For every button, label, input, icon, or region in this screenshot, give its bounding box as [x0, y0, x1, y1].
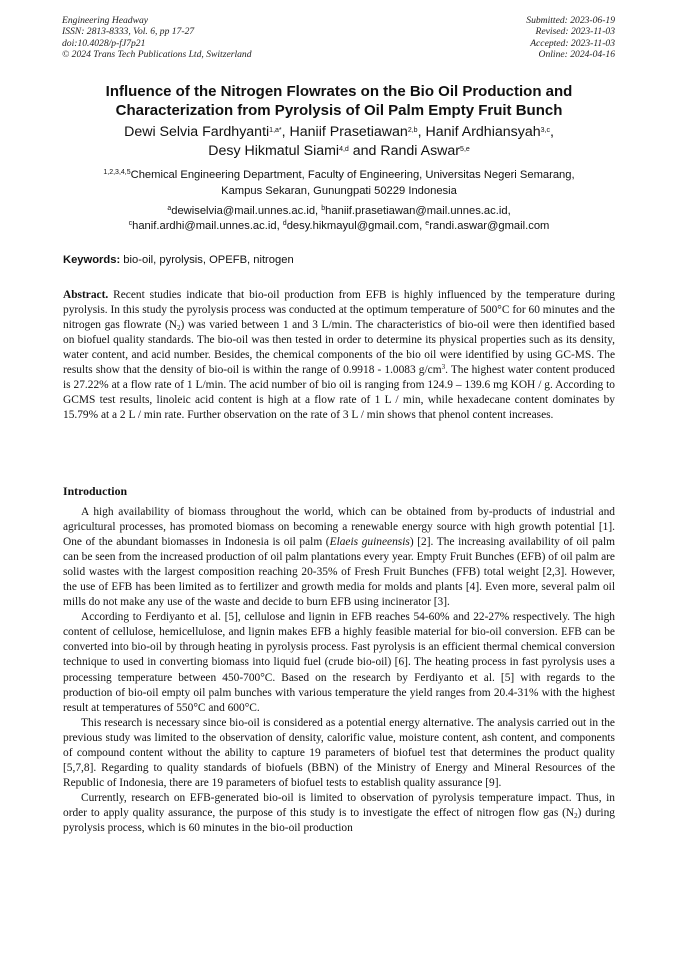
emails-line-1: $^a$dewiselvia@mail.unnes.ac.id, $^b$haniif.prasetiawan@mail.unnes.ac.id,	[167, 205, 511, 217]
author-name: Randi Aswar	[380, 143, 461, 159]
authors-line-1: Dewi Selvia Fardhyanti$^{1,a*}$, Haniif Prasetiawan$^{2,b}$, Hanif Ardhiansyah$^{3,c}$,	[124, 124, 554, 140]
author-affil-marker: 2,b	[407, 127, 418, 134]
copyright-line: © 2024 Trans Tech Publications Ltd, Switzerland	[62, 48, 252, 60]
affiliation-line-1: $^{1,2,3,4,5}$Chemical Engineering Department, Faculty of Engineering, Universitas Negeri Semarang,	[103, 169, 575, 181]
author-affil-marker: 4,d	[339, 146, 349, 153]
email-link[interactable]: haniif.prasetiawan@mail.unnes.ac.id	[325, 205, 508, 217]
affiliation-marker: 1,2,3,4,5	[103, 169, 131, 176]
journal-info	[62, 15, 252, 60]
online-date: Online: 2024-04-16	[538, 48, 615, 60]
email-link[interactable]: randi.aswar@gmail.com	[429, 220, 550, 232]
author-affil-marker: 5,e	[460, 146, 470, 153]
paragraph: This research is necessary since bio-oil is considered as a potential energy alternative. The analysis carried out in the previous study was limited to the observation of density, calorific value, moisture content, ash content, and components of compound content without the ability to capture 19 parameters of biofuel test that determines the product quality [5,7,8]. Regarding to quality standards of biofuels (BBN) of the Ministry of Energy and Mineral Resources of the Republic of Indonesia, there are 19 parameters of biofuel tests to establish quality assurance [9].	[63, 716, 615, 789]
emails-line-2: $^c$hanif.ardhi@mail.unnes.ac.id, $^d$desy.hikmayul@gmail.com, $^e$randi.aswar@gmail.com	[128, 220, 550, 232]
title-line-1: Influence of the Nitrogen Flowrates on the Bio Oil Production and	[105, 83, 573, 100]
paragraph: A high availability of biomass throughout the world, which can be obtained from by-products of industrial and agricultural processes, has promoted biomass on becoming a renewable energy source with high growth potential [1]. One of the abundant biomasses in Indonesia is oil palm (Elaeis guineensis) [2]. The increasing availability of oil palm can be seen from the increased production of oil palm plantations every year. Empty Fruit Bunches (EFB) of oil palm are solid wastes with the largest composition reaching 20-35% of Fresh Fruit Bunches (FFB) total weight [2,3]. However, the use of EFB has been limited as to fertilizer and growth media for molds and plants [4]. Even more, several palm oil mills do not make any use of the waste and decide to burn EFB using incinerator [3].	[63, 506, 615, 609]
author-affil-marker: 3,c	[540, 127, 550, 134]
paragraph: According to Ferdiyanto et al. [5], cellulose and lignin in EFB reaches 54-60% and 22-27% respectively. The high content of cellulose, hemicellulose, and lignin makes EFB a highly feasible material for bio-oil conversion. EFB can be converted into bio-oil by through heating in pyrolysis process. Fast pyrolysis is an efficient thermal chemical conversion technique to used in converting biomass into liquid fuel (crude bio-oil) [6]. The heating process in fast pyrolysis uses a processing temperature between 450-700°C. Based on the research by Ferdiyanto et al. [5] with regards to the production of bio-oil empty oil palm bunches with various temperature the yield ranges from 20.4-31% with the highest result at temperatures of 550°C and 600°C.	[63, 611, 615, 714]
paper-title	[40, 82, 638, 120]
revised-date: Revised: 2023-11-03	[535, 26, 615, 38]
abstract: Abstract. Recent studies indicate that bio-oil production from EFB is highly influenced by the temperature during pyrolysis. In this study the pyrolysis process was conducted at the optimum temperature of 500°C for 60 minutes and the nitrogen gas flowrate $(N_2)$ was varied between 1 and 3 L/min. The characteristics of bio-oil were then identified based on biofuel quality standards. The bio-oil was then tested in order to determine its physical properties such as its density, water content, and acid number. Besides, the chemical components of the bio oil were identified by using GC-MS. The results show that the density of bio-oil is within the range of 0.9918 - 1.0083 $g/cm^3$. The highest water content produced is 27.22% at a flow rate of 1 L/min. The acid number of bio oil is ranging from 124.9 – 139.6 mg KOH / g. According to GCMS test results, linoleic acid content is high at a flow rate of 1 L / min, while hexadecane content dominates by 15.79% at a 2 L / min rate. Further observation on the rate of 3 L / min shows that phenol content increases.	[63, 289, 616, 422]
submission-dates	[526, 15, 615, 60]
doi-line: doi:10.4028/p-fJ7p21	[62, 37, 146, 49]
section-heading-introduction: Introduction	[63, 484, 128, 498]
affiliation	[40, 167, 638, 199]
affiliation-line-2: Kampus Sekaran, Gunungpati 50229 Indonesia	[221, 185, 457, 197]
author-list	[40, 123, 638, 161]
keywords	[63, 253, 615, 267]
email-link[interactable]: desy.hikmayul@gmail.com	[286, 220, 420, 232]
author-affil-marker: 1,a*	[269, 127, 282, 134]
paragraph: Currently, research on EFB-generated bio-oil is limited to observation of pyrolysis temperature impact. Thus, in order to apply quality assurance, the purpose of this study is to investigate the effect of nitrogen flow gas $(N_2)$ during pyrolysis process, which is 60 minutes in the bio-oil production	[63, 791, 615, 834]
author-name: Desy Hikmatul Siami	[208, 143, 340, 159]
author-name: Hanif Ardhiansyah	[425, 124, 541, 140]
author-name: Haniif Prasetiawan	[289, 124, 408, 140]
title-line-2: Characterization from Pyrolysis of Oil Palm Empty Fruit Bunch	[115, 102, 563, 119]
introduction-body	[63, 505, 615, 836]
submitted-date: Submitted: 2023-06-19	[526, 15, 615, 26]
issn-line: ISSN: 2813-8333, Vol. 6, pp 17-27	[62, 26, 195, 38]
journal-name: Engineering Headway	[62, 15, 149, 26]
email-link[interactable]: dewiselvia@mail.unnes.ac.id	[171, 205, 316, 217]
email-list	[40, 204, 638, 234]
keywords-text: bio-oil, pyrolysis, OPEFB, nitrogen	[120, 254, 294, 266]
authors-line-2: Desy Hikmatul Siami$^{4,d}$ and Randi Aswar$^{5,e}$	[208, 143, 470, 159]
author-name: Dewi Selvia Fardhyanti	[124, 124, 270, 140]
accepted-date: Accepted: 2023-11-03	[530, 37, 615, 49]
abstract-label: Abstract.	[63, 289, 109, 301]
email-link[interactable]: hanif.ardhi@mail.unnes.ac.id	[132, 220, 277, 232]
keywords-label: Keywords:	[63, 254, 121, 266]
